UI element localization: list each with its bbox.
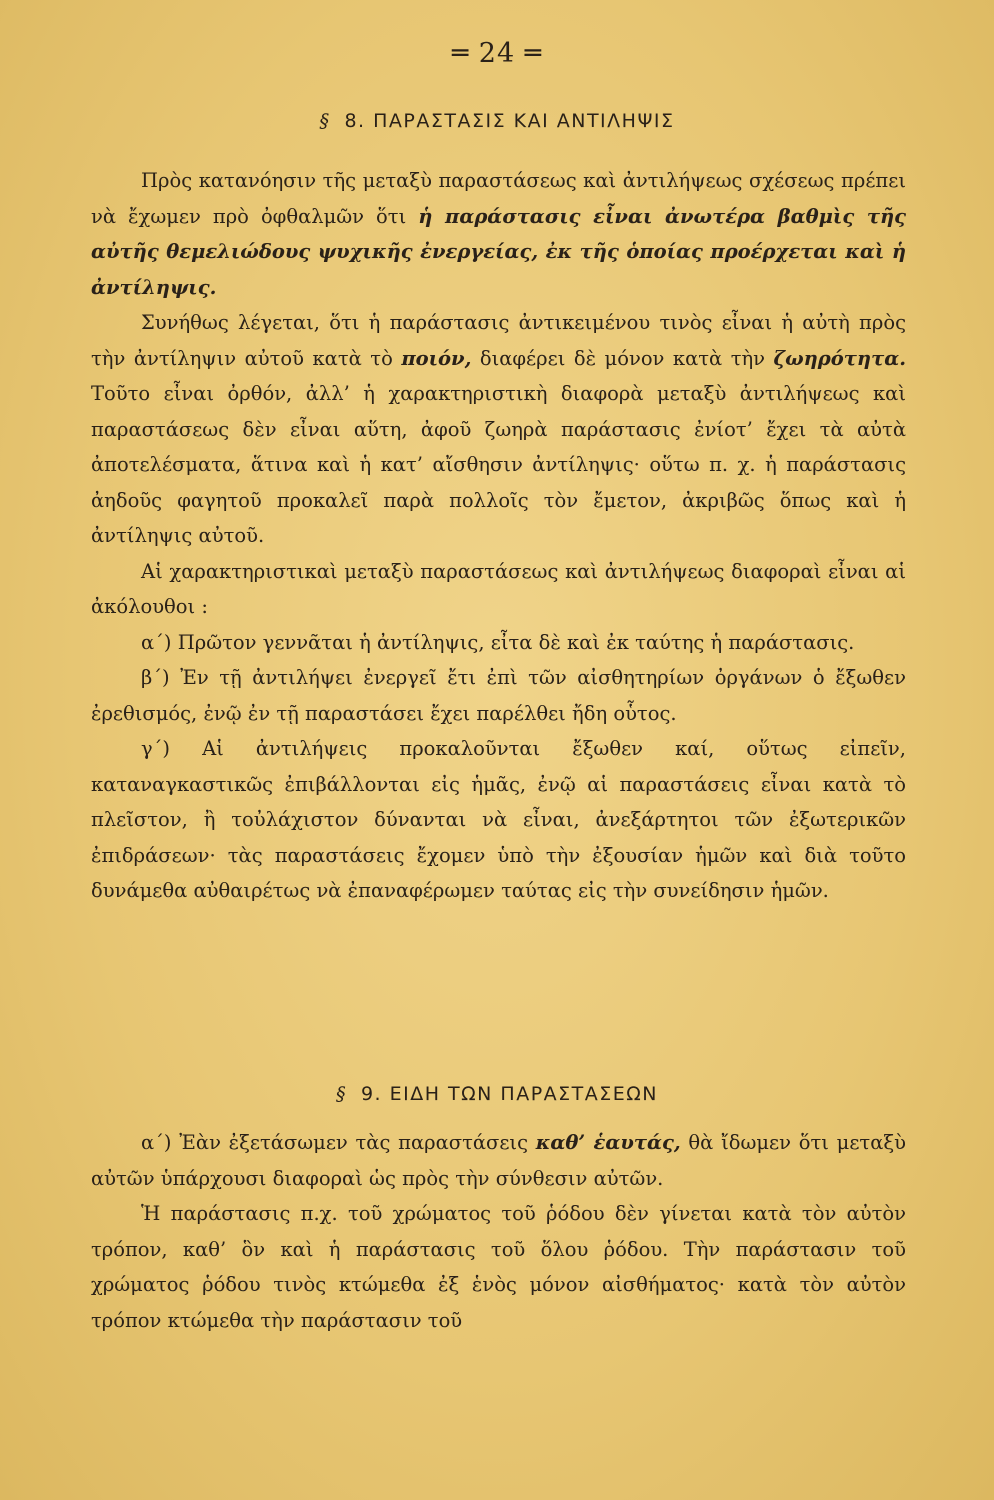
section-8-symbol: § (319, 110, 331, 132)
emphasis-vividness: ζωηρότητα. (773, 346, 906, 370)
section-8-paragraph-3: Αἱ χαρακτηριστικαὶ μεταξὺ παραστάσεως καὶ ἀντιλήψεως διαφοραὶ εἶναι αἱ ἀκόλουθοι : (91, 559, 906, 618)
list-item-b: β΄) Ἐν τῇ ἀντιλήψει ἐνεργεῖ ἔτι ἐπὶ τῶν αἰσθητηρίων ὀργάνων ὁ ἔξωθεν ἐρεθισμός, ἐνῷ ἐν τῇ παραστάσει ἔχει παρέλθει ἤδη οὗτος. (91, 666, 906, 725)
section-9-symbol: § (335, 1083, 347, 1105)
list-item-a: α΄) Πρῶτον γεννᾶται ἡ ἀντίληψις, εἶτα δὲ καὶ ἐκ ταύτης ἡ παράστασις. (141, 630, 855, 654)
emphasis-quality: ποιόν, (401, 346, 472, 370)
section-9-paragraph-1: α΄) Ἐὰν ἐξετάσωμεν τὰς παραστάσεις καθ’ ἑαυτάς, θὰ ἴδωμεν ὅτι μεταξὺ αὐτῶν ὑπάρχουσι διαφοραὶ ὡς πρὸς τὴν σύνθεσιν αὐτῶν. (91, 1131, 906, 1190)
emphasis-in-themselves: καθ’ ἑαυτάς, (535, 1131, 681, 1154)
section-9-heading (0, 1083, 994, 1105)
section-9-title: 9. ΕΙΔΗ ΤΩΝ ΠΑΡΑΣΤΑΣΕΩΝ (360, 1083, 659, 1105)
section-9-paragraph-2: Ἡ παράστασις π.χ. τοῦ χρώματος τοῦ ῥόδου δὲν γίνεται κατὰ τὸν αὐτὸν τρόπον, καθ’ ὃν καὶ ἡ παράστασις τοῦ ὅλου ῥόδου. Τὴν παράστασιν τοῦ χρώματος ῥόδου τινὸς κτώμεθα ἐξ ἑνὸς μόνον αἰσθήματος· κατὰ τὸν αὐτὸν τρόπον κτώμεθα τὴν παράστασιν τοῦ (91, 1202, 906, 1332)
section-8-paragraph-1: Πρὸς κατανόησιν τῆς μεταξὺ παραστάσεως καὶ ἀντιλήψεως σχέσεως πρέπει νὰ ἔχωμεν πρὸ ὀφθαλμῶν ὅτι ἡ παράστασις εἶναι ἀνωτέρα βαθμὶς τῆς αὐτῆς θεμελιώδους ψυχικῆς ἐνεργείας, ἐκ τῆς ὁποίας προέρχεται καὶ ἡ ἀντίληψις. (91, 169, 907, 299)
section-8-title: 8. ΠΑΡΑΣΤΑΣΙΣ ΚΑΙ ΑΝΤΙΛΗΨΙΣ (344, 110, 675, 132)
emphasis-definition: ἡ παράστασις εἶναι ἀνωτέρα βαθμὶς τῆς αὐτῆς θεμελιώδους ψυχικῆς ἐνεργείας, ἐκ τῆς ὁποίας προέρχεται καὶ ἡ ἀντίληψις. (91, 204, 907, 299)
list-item-c: γ΄) Αἱ ἀντιλήψεις προκαλοῦνται ἔξωθεν καί, οὕτως εἰπεῖν, καταναγκαστικῶς ἐπιβάλλονται εἰς ἡμᾶς, ἐνῷ αἱ παραστάσεις εἶναι κατὰ τὸ πλεῖστον, ἢ τοὐλάχιστον δύνανται νὰ εἶναι, ἀνεξάρτητοι τῶν ἐξωτερικῶν ἐπιδράσεων· τὰς παραστάσεις ἔχομεν ὑπὸ τὴν ἐξουσίαν ἡμῶν καὶ διὰ τοῦτο δυνάμεθα αὐθαιρέτως νὰ ἐπαναφέρωμεν ταύτας εἰς τὴν συνείδησιν ἡμῶν. (91, 737, 906, 902)
section-8-heading (0, 110, 994, 132)
section-8-body (91, 163, 906, 909)
section-9-body (91, 1125, 906, 1338)
section-8-paragraph-2: Συνήθως λέγεται, ὅτι ἡ παράστασις ἀντικειμένου τινὸς εἶναι ἡ αὐτὴ πρὸς τὴν ἀντίληψιν αὐτοῦ κατὰ τὸ ποιόν, διαφέρει δὲ μόνον κατὰ τὴν ζωηρότητα. Τοῦτο εἶναι ὀρθόν, ἀλλ’ ἡ χαρακτηριστικὴ διαφορὰ μεταξὺ ἀντιλήψεως καὶ παραστάσεως δὲν εἶναι αὕτη, ἀφοῦ ζωηρὰ παράστασις ἐνίοτ’ ἔχει τὰ αὐτὰ ἀποτελέσματα, ἅτινα καὶ ἡ κατ’ αἴσθησιν ἀντίληψις· οὕτω π. χ. ἡ παράστασις ἀηδοῦς φαγητοῦ προκαλεῖ παρὰ πολλοῖς τὸν ἔμετον, ἀκριβῶς ὅπως καὶ ἡ ἀντίληψις αὐτοῦ. (91, 311, 906, 547)
page-number: ═ 24 ═ (451, 38, 543, 69)
